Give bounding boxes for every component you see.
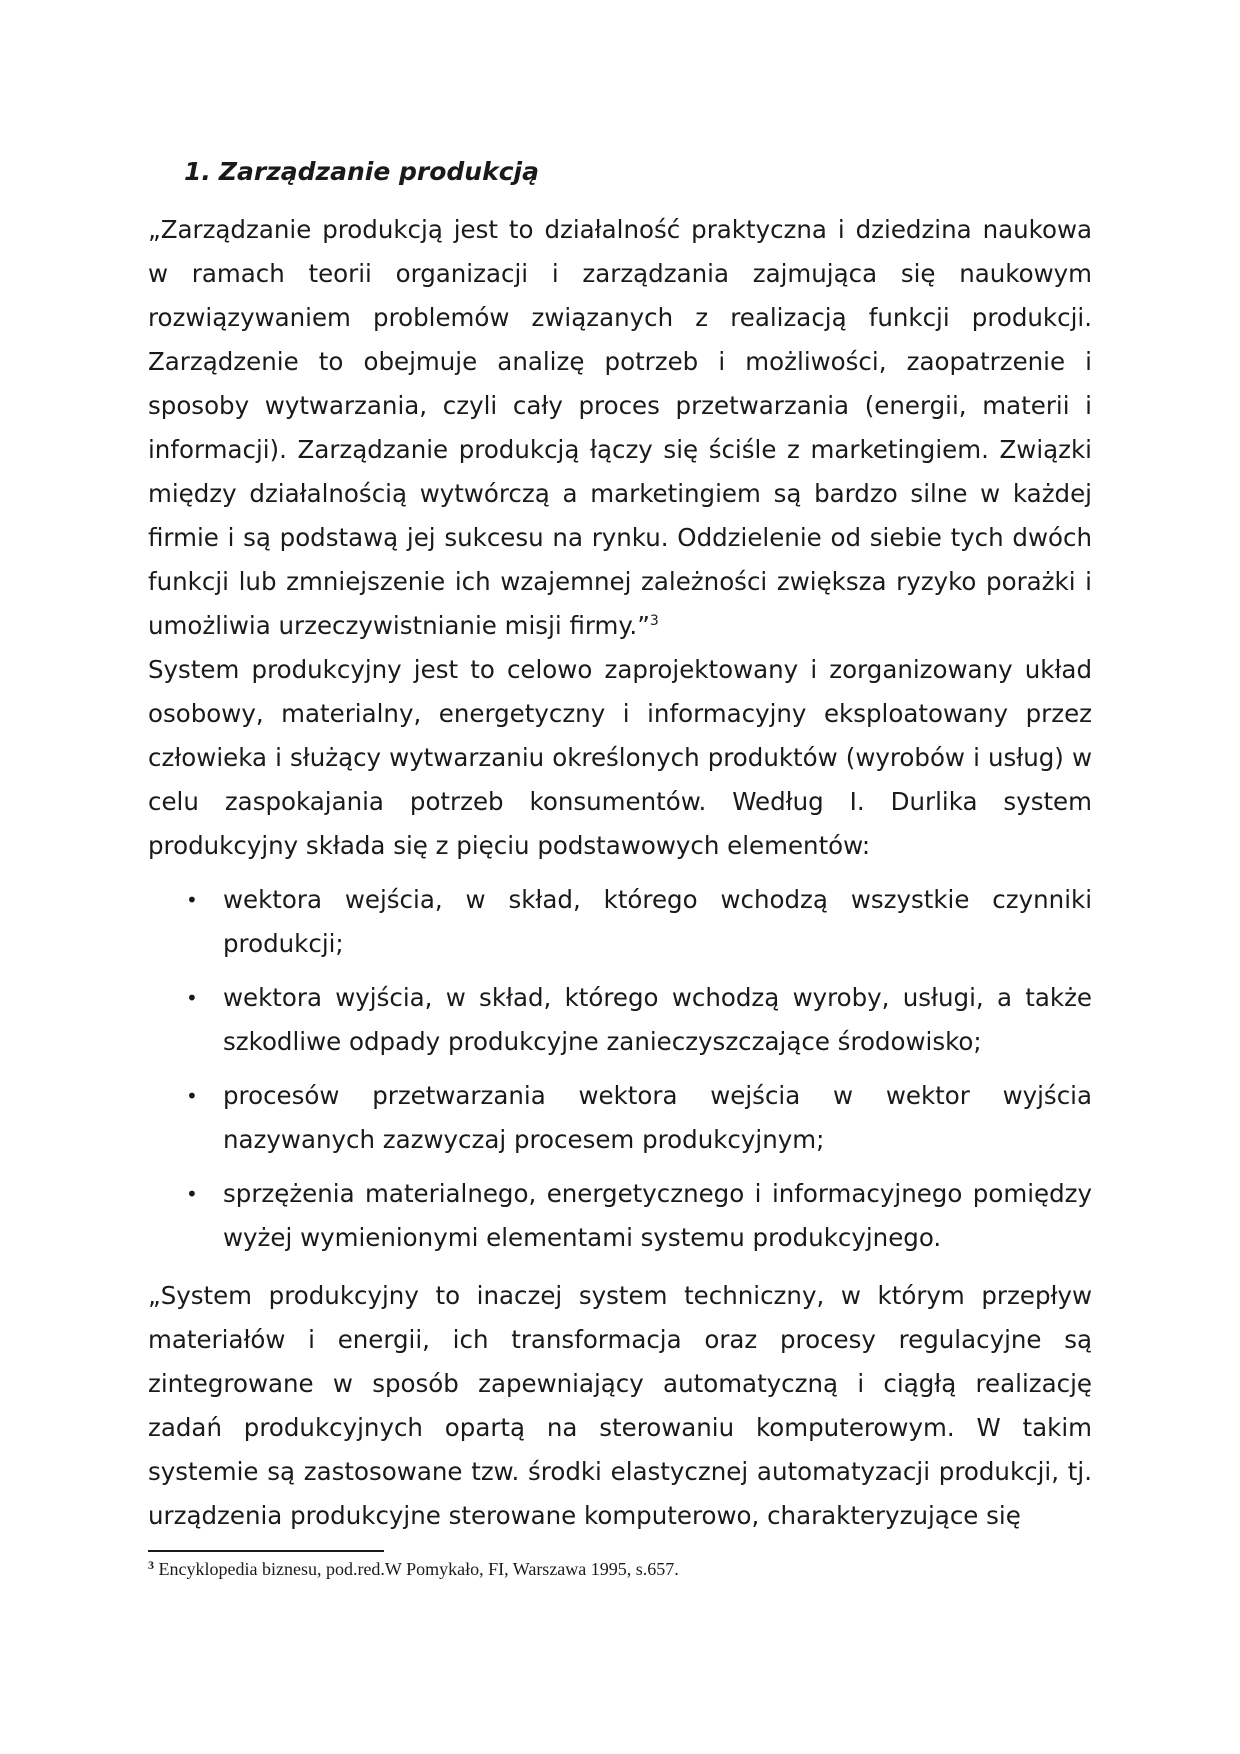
paragraph-technical-system: „System produkcyjny to inaczej system techniczny, w którym przepływ materiałów i energii, ich transformacja oraz procesy regulacyjne są zintegrowane w sposób zapewniający automatyczną i ciągłą realizację zadań produkcyjnych opartą na sterowaniu komputerowym. W takim systemie są zastosowane tzw. środki elastycznej automatyzacji produkcji, tj. urządzenia produkcyjne sterowane komputerowo, charakteryzujące się <box>148 1281 1092 1530</box>
list-item-text: wektora wejścia, w skład, którego wchodzą wszystkie czynniki produkcji; <box>223 885 1092 958</box>
section-heading <box>184 150 1092 194</box>
list-item-text: wektora wyjścia, w skład, którego wchodzą wyroby, usługi, a także szkodliwe odpady produkcyjne zanieczyszczające środowisko; <box>223 983 1092 1056</box>
list-item <box>148 1074 1092 1162</box>
footnote <box>148 1556 1092 1582</box>
footnote-separator <box>148 1550 384 1552</box>
footnote-reference[interactable]: 3 <box>649 613 659 629</box>
list-item-text: sprzężenia materialnego, energetycznego i informacyjnego pomiędzy wyżej wymienionymi elementami systemu produkcyjnego. <box>223 1179 1092 1252</box>
bullet-icon: • <box>186 986 198 1010</box>
footnote-number: 3 <box>148 1558 154 1572</box>
list-item <box>148 878 1092 966</box>
bullet-icon: • <box>186 1182 198 1206</box>
page-body <box>148 150 1092 1538</box>
paragraph-system-definition: System produkcyjny jest to celowo zaprojektowany i zorganizowany układ osobowy, materialny, energetyczny i informacyjny eksploatowany przez człowieka i służący wytwarzaniu określonych produktów (wyrobów i usług) w celu zaspokajania potrzeb konsumentów. Według I. Durlika system produkcyjny składa się z pięciu podstawowych elementów: <box>148 655 1092 860</box>
list-item <box>148 976 1092 1064</box>
list-item-text: procesów przetwarzania wektora wejścia w wektor wyjścia nazywanych zazwyczaj procesem produkcyjnym; <box>223 1081 1092 1154</box>
bullet-icon: • <box>186 1084 198 1108</box>
footnote-text: Encyklopedia biznesu, pod.red.W Pomykało, FI, Warszawa 1995, s.657. <box>154 1559 679 1579</box>
bullet-icon: • <box>186 888 198 912</box>
paragraph-1-text: „Zarządzanie produkcją jest to działalność praktyczna i dziedzina naukowa w ramach teorii organizacji i zarządzania zajmująca się naukowym rozwiązywaniem problemów związanych z realizacją funkcji produkcji. Zarządzenie to obejmuje analizę potrzeb i możliwości, zaopatrzenie i sposoby wytwarzania, czyli cały proces przetwarzania (energii, materii i informacji). Zarządzanie produkcją łączy się ściśle z marketingiem. Związki między działalnością wytwórczą a marketingiem są bardzo silne w każdej firmie i są podstawą jej sukcesu na rynku. Oddzielenie od siebie tych dwóch funkcji lub zmniejszenie ich wzajemnej zależności zwiększa ryzyko porażki i umożliwia urzeczywistnianie misji firmy.” <box>148 215 1092 640</box>
paragraph-quote-definition <box>148 208 1092 648</box>
list-item <box>148 1172 1092 1260</box>
section-title: Zarządzanie produkcją <box>218 157 539 186</box>
elements-list <box>148 878 1092 1260</box>
section-number: 1. <box>184 157 211 186</box>
